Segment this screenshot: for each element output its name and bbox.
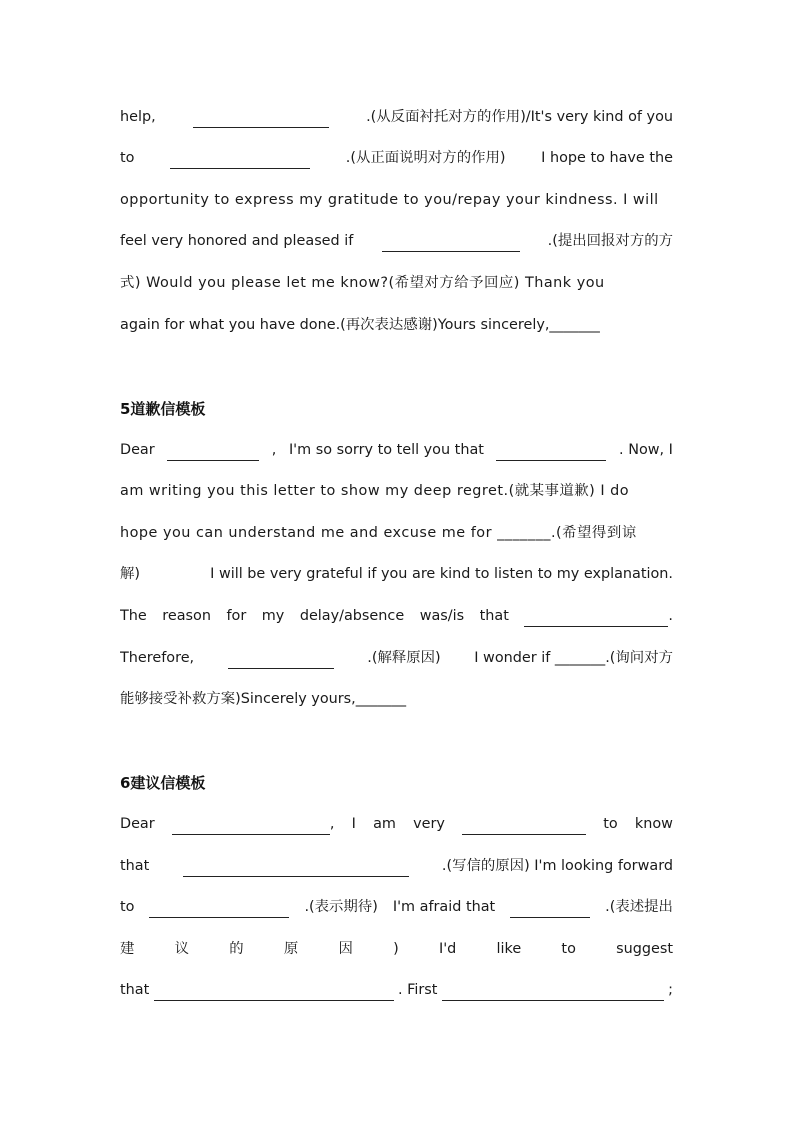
fill-in-blank [149,902,289,918]
s6-l4-word: suggest [616,941,673,957]
s4-l4-text-a: feel very honored and pleased if [120,233,354,249]
s6-l1-word: to [603,816,618,832]
s4-line-6: again for what you have done.(再次表达感谢)Yours sincerely,_______ [120,317,600,333]
fill-in-blank [442,985,664,1001]
s5-l6-text-b: .(解释原因) [367,650,441,666]
s6-l3-text-c: I'm afraid that [392,899,496,915]
s4-l2-text-c: I hope to have the [541,150,673,166]
s6-line-3 [120,896,673,918]
s5-line-2: am writing you this letter to show my deep regret.(就某事道歉) I do [120,483,630,499]
fill-in-blank [154,985,394,1001]
s6-l1-text-a: Dear [120,816,155,832]
s5-l1-text-d: . Now, I [619,442,673,458]
s6-l3-text-d: .(表述提出 [605,899,673,915]
s6-l4-word: to [561,941,576,957]
s5-l6-text-a: Therefore, [120,650,195,666]
s6-l4-word: 的 [229,941,244,957]
s6-line-4 [120,938,673,960]
s4-line-4 [120,230,673,252]
s4-l1-text-a: help, [120,109,156,125]
s5-line-3: hope you can understand me and excuse me for _______.(希望得到谅 [120,525,637,541]
s6-line-2 [120,855,673,877]
fill-in-blank [167,445,259,461]
s4-l1-text-b: .(从反面衬托对方的作用)/It's very kind of you [366,109,673,125]
s5-l1-text-c: I'm so sorry to tell you that [288,442,484,458]
fill-in-blank [462,819,586,835]
s6-l3-text-b: .(表示期待) [304,899,378,915]
s6-l1-word: very [413,816,445,832]
s6-l4-word: I'd [438,941,457,957]
fill-in-blank [382,236,520,252]
s6-l4-word: 建 [120,941,135,957]
section-heading-suggestion-letter: 6建议信模板 [120,774,206,792]
s4-line-2 [120,147,673,169]
s5-l5-blank-group [524,605,673,627]
s4-line-1 [120,106,673,128]
fill-in-blank [170,153,310,169]
s6-l5-text-b: . First [397,982,438,998]
s5-l5-word: The [120,608,147,624]
s6-l4-word: 议 [174,941,190,957]
s6-line-5 [120,979,673,1001]
s5-l1-text-b: , [271,442,277,458]
s5-l5-word: my [261,608,285,624]
s5-l5-word: reason [162,608,211,624]
s4-l4-text-b: .(提出回报对方的方 [547,233,673,249]
fill-in-blank [510,902,590,918]
s5-line-4 [120,563,673,585]
fill-in-blank [183,861,409,877]
s5-l5-word: for [226,608,247,624]
s4-line-5: 式) Would you please let me know?(希望对方给予回应) Thank you [120,275,605,291]
s6-l1-word: know [634,816,673,832]
fill-in-blank [193,112,329,128]
s6-l2-text-b: .(写信的原因) I'm looking forward [441,858,673,874]
s6-l1-blank-group [172,813,335,835]
fill-in-blank [524,611,668,627]
s5-l5-word: that [479,608,509,624]
fill-in-blank [228,653,334,669]
s5-l5-word: was/is [419,608,465,624]
s6-l4-word: like [496,941,522,957]
s6-l4-word: ) [393,941,399,957]
s5-l6-text-c: I wonder if _______.(询问对方 [474,650,673,666]
s6-l4-word: 原 [283,941,299,957]
s5-line-5 [120,605,673,627]
s6-line-1 [120,813,673,835]
s5-line-6 [120,647,673,669]
fill-in-blank [172,819,330,835]
s5-line-7: 能够接受补救方案)Sincerely yours,_______ [120,691,407,707]
section-heading-apology-letter: 5道歉信模板 [120,400,206,418]
s4-l2-text-b: .(从正面说明对方的作用) [345,150,506,166]
s5-l4-text-b: I will be very grateful if you are kind to listen to my explanation. [210,566,673,582]
s5-line-1 [120,439,673,461]
s6-l2-text-a: that [120,858,150,874]
s4-l2-text-a: to [120,150,135,166]
s4-line-3: opportunity to express my gratitude to you/repay your kindness. I will [120,192,659,208]
s5-l4-text-a: 解) [120,566,141,582]
s6-l1-word: I [351,816,356,832]
s6-l1-word: am [373,816,396,832]
s6-l5-text-a: that [120,982,150,998]
fill-in-blank [496,445,606,461]
s6-l1-text-b: , [329,816,335,832]
s6-l4-word: 因 [338,941,353,957]
s5-l1-text-a: Dear [120,442,155,458]
s6-l5-text-c: ; [668,982,673,998]
s6-l3-text-a: to [120,899,135,915]
s5-l5-end: . [668,608,673,624]
s5-l5-word: delay/absence [299,608,405,624]
